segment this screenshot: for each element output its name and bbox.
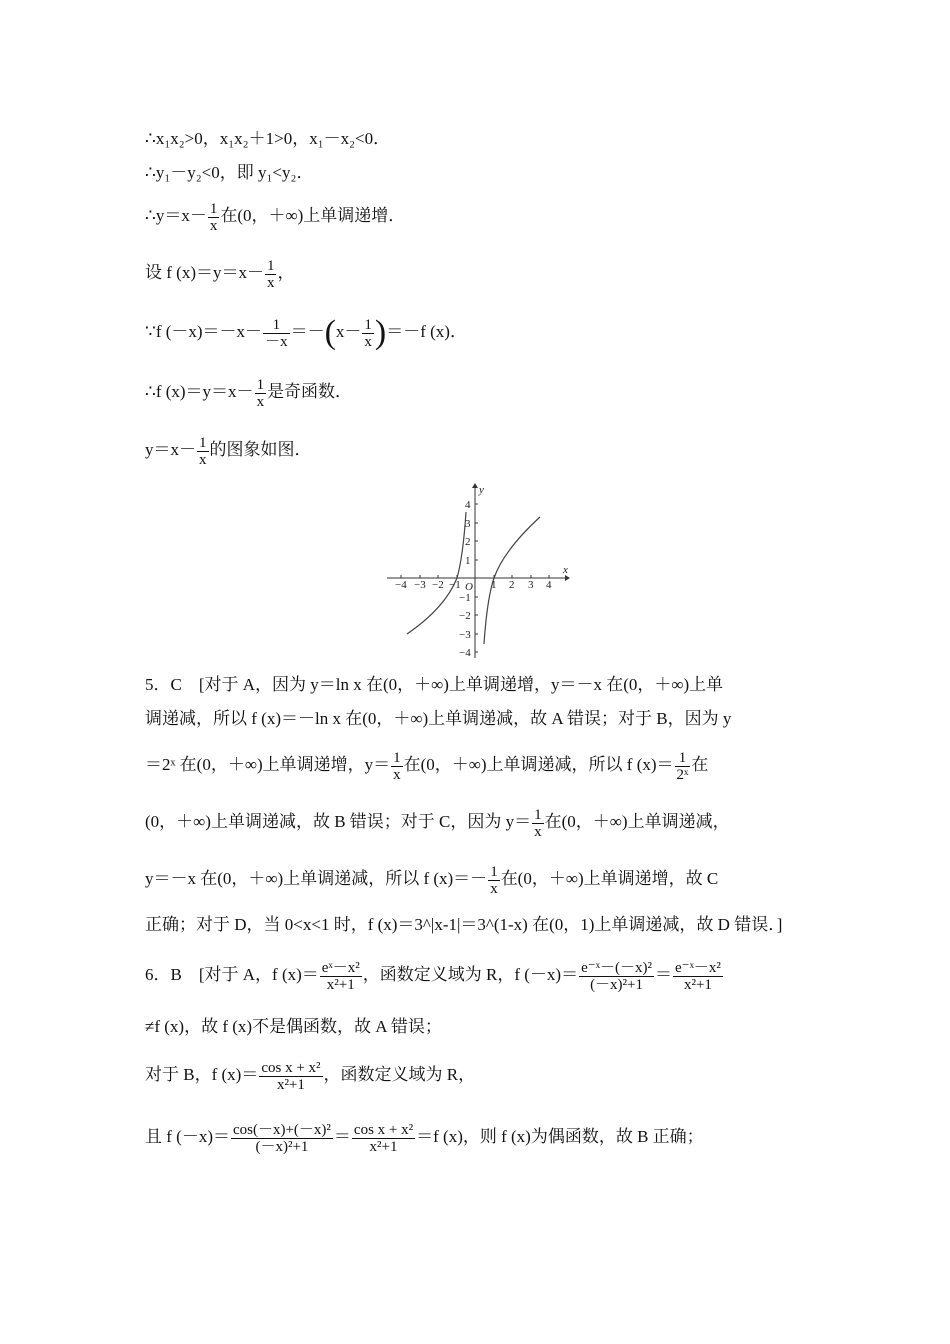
fraction-fB-neg: $\frac{\text{cos(－x)+(－x)²}}{\text{(－x)²+1}}$ [232, 1121, 331, 1155]
q5-line-5: y＝－x 在(0，＋∞)上单调递减，所以 f (x)＝－ $\frac{1}{x}$ 在(0，＋∞)上单调递增，故 C [145, 863, 719, 897]
fraction-fB-simplified: $\frac{\text{cos x + x²}}{\text{x²+1}}$ [353, 1121, 414, 1155]
q6-line-3: 对于 B，f (x)＝ $\frac{\text{cos x + x²}}{\text{x²+1}}$ ，函数定义域为 R， [145, 1059, 476, 1093]
y-tick-label: 2 [465, 536, 471, 548]
fraction-fA-neg: $\frac{\text{e⁻ˣ－(－x)²}}{\text{(－x)²+1}}$ [581, 959, 652, 993]
text-line-4: 设 f (x)＝y＝x－ $\frac{1}{x}$ ， [145, 257, 295, 291]
y-tick-label: −4 [459, 647, 471, 659]
fraction-1-over-x: $\frac{1}{x}$ [490, 863, 498, 897]
text-line-1: ∴x₁x₂>0，x₁x₂＋1>0，x₁－x₂<0． [145, 129, 391, 148]
fraction-1-over-x: $\frac{1}{x}$ [266, 257, 275, 291]
y-tick-label: −2 [459, 610, 471, 622]
fraction-fA-simplified: $\frac{\text{e⁻ˣ－x²}}{\text{x²+1}}$ [675, 959, 721, 993]
y-tick-label: 4 [465, 499, 471, 511]
x-tick-label: 3 [528, 579, 534, 591]
fraction-1-over-x: $\frac{1}{x}$ [364, 316, 372, 350]
graph-left-branch [407, 512, 466, 634]
x-tick-label: −2 [432, 579, 444, 591]
x-axis-label: x [563, 564, 568, 576]
y-tick-label: −1 [459, 592, 471, 604]
y-tick-label: 1 [465, 555, 471, 567]
y-tick-label: −3 [459, 629, 471, 641]
q5-line-4: (0，＋∞)上单调递减，故 B 错误；对于 C，因为 y＝ $\frac{1}{x}$ 在(0，＋∞)上单调递减， [145, 806, 730, 840]
left-paren: ( [324, 314, 336, 352]
x-tick-label: −3 [414, 579, 426, 591]
q6-line-1: 6．B [对于 A，f (x)＝ $\frac{\text{eˣ－x²}}{\text{x²+1}}$ ，函数定义域为 R，f (－x)＝ $\frac{\text{e⁻ˣ－(－x)²}}{\text{(－x)²+1}}$ ＝ $\frac{\text{e⁻ˣ－x²}}{\text{x²+1}}$ [145, 959, 721, 993]
fraction-1-over-2-pow-x: $\frac{1}{\text{2ˣ}}$ [676, 749, 689, 783]
function-graph [385, 482, 570, 660]
text-line-6: ∴f (x)＝y＝x－ $\frac{1}{x}$ 是奇函数． [145, 376, 353, 410]
y-axis-label: y [479, 484, 484, 496]
q6-line-4: 且 f (－x)＝ $\frac{\text{cos(－x)+(－x)²}}{\text{(－x)²+1}}$ ＝ $\frac{\text{cos x + x²}}{\text{x²+1}}$ ＝f (x)，则 f (x)为偶函数，故 B 正确； [145, 1121, 704, 1155]
x-tick-label: 2 [509, 579, 515, 591]
fraction-1-over-x: $\frac{1}{x}$ [209, 200, 218, 234]
fraction-1-over-x: $\frac{1}{x}$ [534, 806, 542, 840]
x-tick-label: −4 [395, 579, 407, 591]
fraction-fA: $\frac{\text{eˣ－x²}}{\text{x²+1}}$ [321, 959, 360, 993]
fraction-1-over-neg-x: $\frac{1}{-x}$ [265, 316, 288, 350]
text-line-5: ∵f (－x)＝－x－ $\frac{1}{-x}$ ＝－(x－ $\frac{1}{x}$ )＝－f (x)． [145, 314, 467, 352]
q5-line-6: 正确；对于 D，当 0<x<1 时，f (x)＝3^|x-1|＝3^(1-x) 在(0，1)上单调递减，故 D 错误．] [145, 915, 783, 934]
x-tick-label: 1 [491, 579, 497, 591]
fraction-1-over-x: $\frac{1}{x}$ [256, 376, 265, 410]
x-tick-label: 4 [546, 579, 552, 591]
text-line-2: ∴y₁－y₂<0，即 y₁<y₂． [145, 163, 314, 182]
origin-label: O [465, 581, 473, 593]
q5-line-2: 调递减，所以 f (x)＝－ln x 在(0，＋∞)上单调递减，故 A 错误；对于 B，因为 y [145, 709, 732, 728]
q6-line-2: ≠f (x)，故 f (x)不是偶函数，故 A 错误； [145, 1017, 442, 1036]
q5-line-1: 5．C [对于 A，因为 y＝ln x 在(0，＋∞)上单调递增，y＝－x 在(0，＋∞)上单 [145, 675, 724, 694]
right-paren: ) [374, 314, 387, 352]
y-axis-arrow [472, 483, 478, 488]
fraction-1-over-x: $\frac{1}{x}$ [393, 749, 401, 783]
q5-line-3: ＝2ˣ 在(0，＋∞)上单调递增，y＝ $\frac{1}{x}$ 在(0，＋∞)上单调递减，所以 f (x)＝ $\frac{1}{\text{2ˣ}}$ 在 [145, 749, 709, 783]
fraction-fB: $\frac{\text{cos x + x²}}{\text{x²+1}}$ [261, 1059, 321, 1093]
y-tick-label: 3 [465, 518, 471, 530]
text-line-7: y＝x－ $\frac{1}{x}$ 的图象如图． [145, 434, 312, 468]
x-tick-label: −1 [449, 579, 461, 591]
text-line-3: ∴y＝x－ $\frac{1}{x}$ 在(0，＋∞)上单调递增． [145, 200, 406, 234]
fraction-1-over-x: $\frac{1}{x}$ [199, 434, 207, 468]
